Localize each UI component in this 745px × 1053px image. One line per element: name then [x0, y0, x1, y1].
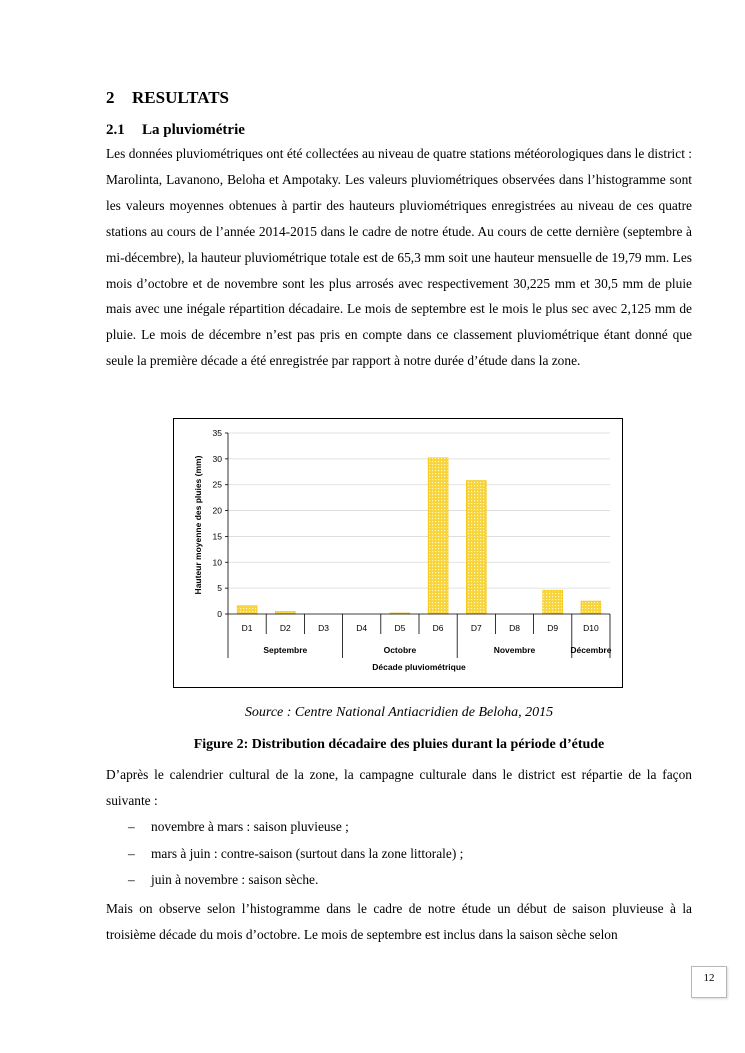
section-heading	[106, 88, 229, 108]
category-label: D10	[583, 623, 599, 633]
y-tick-label: 10	[212, 557, 222, 568]
y-tick-label: 20	[212, 505, 222, 516]
paragraph-observation: Mais on observe selon l’histogramme dans le cadre de notre étude un début de saison pluvieuse à la troisième décade du mois d’octobre. Le mois de septembre est inclus dans la saison sèche selon	[106, 901, 692, 942]
list-item: – juin à novembre : saison sèche.	[106, 867, 463, 894]
category-label: D8	[509, 623, 520, 633]
bar	[428, 458, 448, 614]
month-group-label: Novembre	[493, 645, 536, 655]
figure-chart	[173, 418, 623, 688]
list-dash: –	[128, 872, 135, 887]
month-group-label: Septembre	[263, 645, 308, 655]
list-item: – mars à juin : contre-saison (surtout dans la zone littorale) ;	[106, 841, 463, 868]
section-number: 2	[106, 88, 115, 107]
bar	[581, 601, 601, 614]
list-item: – novembre à mars : saison pluvieuse ;	[106, 814, 463, 841]
figure-source: Source : Centre National Antiacridien de Beloha, 2015	[244, 705, 554, 720]
page-number: 12	[691, 966, 727, 998]
season-list	[106, 814, 463, 894]
category-label: D2	[279, 623, 291, 633]
category-label: D3	[318, 623, 329, 633]
category-label: D6	[432, 623, 444, 633]
list-dash: –	[128, 845, 135, 861]
bar	[543, 590, 563, 614]
month-group-label: Octobre	[383, 645, 417, 655]
y-tick-label: 35	[212, 428, 222, 438]
y-axis-label: Hauteur moyenne des pluies (mm)	[193, 455, 203, 595]
list-dash: –	[128, 819, 135, 834]
category-label: D7	[470, 623, 482, 633]
bar	[237, 606, 257, 614]
y-tick-label: 0	[217, 609, 222, 619]
paragraph-pluviometrie: Les données pluviométriques ont été collectées au niveau de quatre stations météorologiques dans le district : Marolinta, Lavanono, Beloha et Ampotaky. Les valeurs pluviométriques observées dans l’histogramme sont les valeurs moyennes obtenues à partir des hauteurs pluviométriques enregistrées au niveau de ces quatre stations au cours de l’année 2014-2015 dans le cadre de notre étude. Au cours de cette dernière (septembre à mi-décembre), la hauteur pluviométrique totale est de 65,3 mm soit une hauteur mensuelle de 19,79 mm. Les mois d’octobre et de novembre sont les plus arrosés avec respectivement 30,225 mm et 30,5 mm de pluie mais avec une inégale répartition décadaire. Le mois de septembre est le mois le plus sec avec 2,125 mm de pluie. Le mois de décembre n’est pas pris en compte dans ce classement pluviométrique étant donné que seule la première décade a été enregistrée par rapport à notre durée d’étude dans la zone.	[106, 146, 692, 369]
x-axis-label: Décade pluviométrique	[372, 662, 466, 672]
section-title: RESULTATS	[132, 88, 230, 107]
bar	[466, 481, 486, 614]
category-label: D9	[547, 623, 559, 633]
y-tick-label: 5	[217, 583, 222, 594]
category-label: D4	[356, 623, 368, 633]
month-group-label: Décembre	[570, 645, 612, 655]
y-tick-label: 25	[212, 479, 222, 490]
subsection-heading	[106, 122, 245, 139]
subsection-number: 2.1	[106, 122, 125, 138]
y-tick-label: 15	[212, 531, 222, 542]
rainfall-bar-chart	[174, 419, 622, 687]
y-tick-label: 30	[212, 453, 222, 464]
category-label: D1	[241, 623, 253, 633]
paragraph-calendar: D’après le calendrier cultural de la zone, la campagne culturale dans le district est répartie de la façon suivante :	[106, 767, 692, 808]
category-label: D5	[394, 623, 406, 633]
figure-caption: Figure 2: Distribution décadaire des pluies durant la période d’étude	[193, 737, 605, 752]
subsection-title: La pluviométrie	[142, 122, 245, 138]
